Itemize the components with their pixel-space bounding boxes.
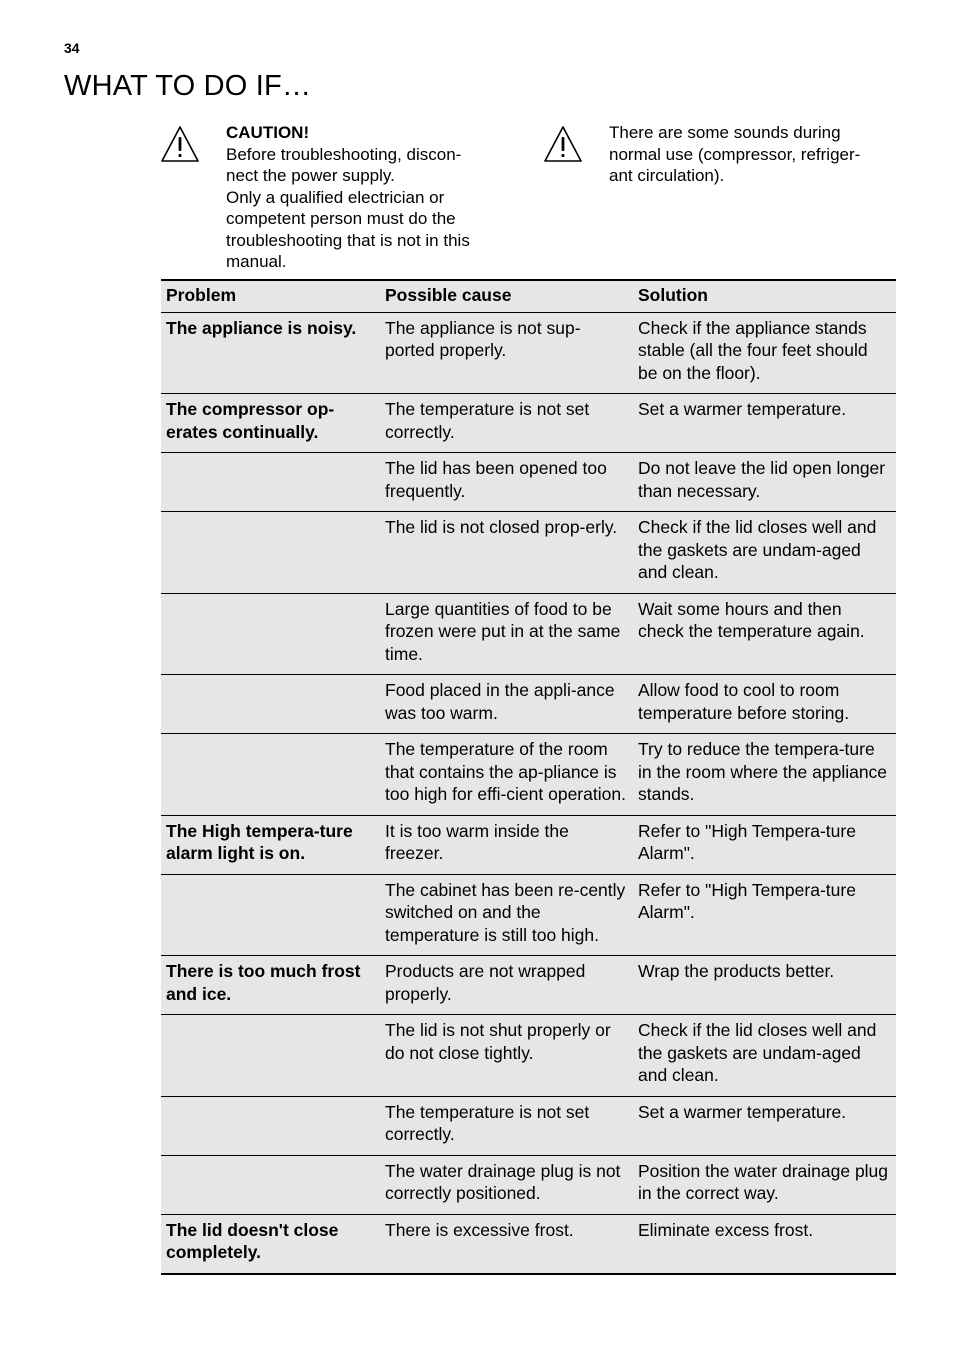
sounds-text (609, 122, 860, 187)
caution-line: manual. (226, 252, 287, 271)
problem-cell (161, 1155, 380, 1214)
solution-cell: Position the water drainage plug in the correct way. (633, 1155, 896, 1214)
problem-cell: There is too much frost and ice. (161, 956, 380, 1015)
table-row (161, 734, 896, 816)
troubleshooting-table (161, 279, 896, 1275)
table-row (161, 1214, 896, 1274)
cause-cell: The lid has been opened too frequently. (380, 453, 633, 512)
caution-line: nect the power supply. (226, 166, 395, 185)
solution-cell: Check if the appliance stands stable (all the four feet should be on the floor). (633, 312, 896, 394)
cause-cell: The temperature of the room that contains the ap-pliance is too high for effi-cient operation. (380, 734, 633, 816)
warning-triangle-icon (160, 125, 200, 163)
header-possible-cause: Possible cause (380, 280, 633, 312)
table-row (161, 453, 896, 512)
table-header-row (161, 280, 896, 312)
cause-cell: The temperature is not set correctly. (380, 1096, 633, 1155)
sounds-line: normal use (compressor, refriger- (609, 144, 861, 164)
problem-cell (161, 675, 380, 734)
header-problem: Problem (161, 280, 380, 312)
problem-cell (161, 1096, 380, 1155)
solution-cell: Refer to "High Tempera-ture Alarm". (633, 874, 896, 956)
solution-cell: Allow food to cool to room temperature before storing. (633, 675, 896, 734)
cause-cell: The lid is not shut properly or do not close tightly. (380, 1015, 633, 1097)
caution-line: Before troubleshooting, discon- (226, 144, 462, 164)
cause-cell: Large quantities of food to be frozen were put in at the same time. (380, 593, 633, 675)
table-row (161, 956, 896, 1015)
caution-note (160, 122, 520, 273)
solution-cell: Check if the lid closes well and the gaskets are undam-aged and clean. (633, 512, 896, 594)
caution-heading: CAUTION! (226, 123, 310, 142)
cause-cell: The water drainage plug is not correctly positioned. (380, 1155, 633, 1214)
table-row (161, 815, 896, 874)
table-row (161, 675, 896, 734)
solution-cell: Set a warmer temperature. (633, 1096, 896, 1155)
page-title: WHAT TO DO IF… (64, 70, 312, 102)
caution-line: Only a qualified electrician or (226, 187, 445, 207)
cause-cell: Products are not wrapped properly. (380, 956, 633, 1015)
problem-cell (161, 593, 380, 675)
cause-cell: The temperature is not set correctly. (380, 394, 633, 453)
cause-cell: The appliance is not sup-ported properly. (380, 312, 633, 394)
caution-line: troubleshooting that is not in this (226, 230, 470, 250)
solution-cell: Check if the lid closes well and the gaskets are undam-aged and clean. (633, 1015, 896, 1097)
sounds-line: There are some sounds during (609, 123, 841, 142)
problem-cell (161, 874, 380, 956)
header-solution: Solution (633, 280, 896, 312)
problem-cell: The compressor op-erates continually. (161, 394, 380, 453)
problem-cell: The appliance is noisy. (161, 312, 380, 394)
problem-cell (161, 453, 380, 512)
cause-cell: There is excessive frost. (380, 1214, 633, 1274)
cause-cell: It is too warm inside the freezer. (380, 815, 633, 874)
problem-cell: The High tempera-ture alarm light is on. (161, 815, 380, 874)
problem-cell (161, 512, 380, 594)
page-number: 34 (64, 40, 80, 56)
solution-cell: Wait some hours and then check the temperature again. (633, 593, 896, 675)
problem-cell (161, 734, 380, 816)
solution-cell: Set a warmer temperature. (633, 394, 896, 453)
cause-cell: Food placed in the appli-ance was too warm. (380, 675, 633, 734)
cause-cell: The lid is not closed prop-erly. (380, 512, 633, 594)
solution-cell: Do not leave the lid open longer than necessary. (633, 453, 896, 512)
caution-line: competent person must do the (226, 209, 456, 228)
solution-cell: Try to reduce the tempera-ture in the room where the appliance stands. (633, 734, 896, 816)
problem-cell: The lid doesn't close completely. (161, 1214, 380, 1274)
table-row (161, 1155, 896, 1214)
table-row (161, 1096, 896, 1155)
solution-cell: Refer to "High Tempera-ture Alarm". (633, 815, 896, 874)
table-row (161, 593, 896, 675)
sounds-note (543, 122, 903, 187)
caution-text (226, 122, 470, 273)
sounds-line: ant circulation). (609, 166, 725, 185)
table-row (161, 874, 896, 956)
table-row (161, 1015, 896, 1097)
table-row (161, 312, 896, 394)
table-row (161, 394, 896, 453)
cause-cell: The cabinet has been re-cently switched on and the temperature is still too high. (380, 874, 633, 956)
solution-cell: Eliminate excess frost. (633, 1214, 896, 1274)
table-row (161, 512, 896, 594)
problem-cell (161, 1015, 380, 1097)
warning-triangle-icon (543, 125, 583, 163)
solution-cell: Wrap the products better. (633, 956, 896, 1015)
